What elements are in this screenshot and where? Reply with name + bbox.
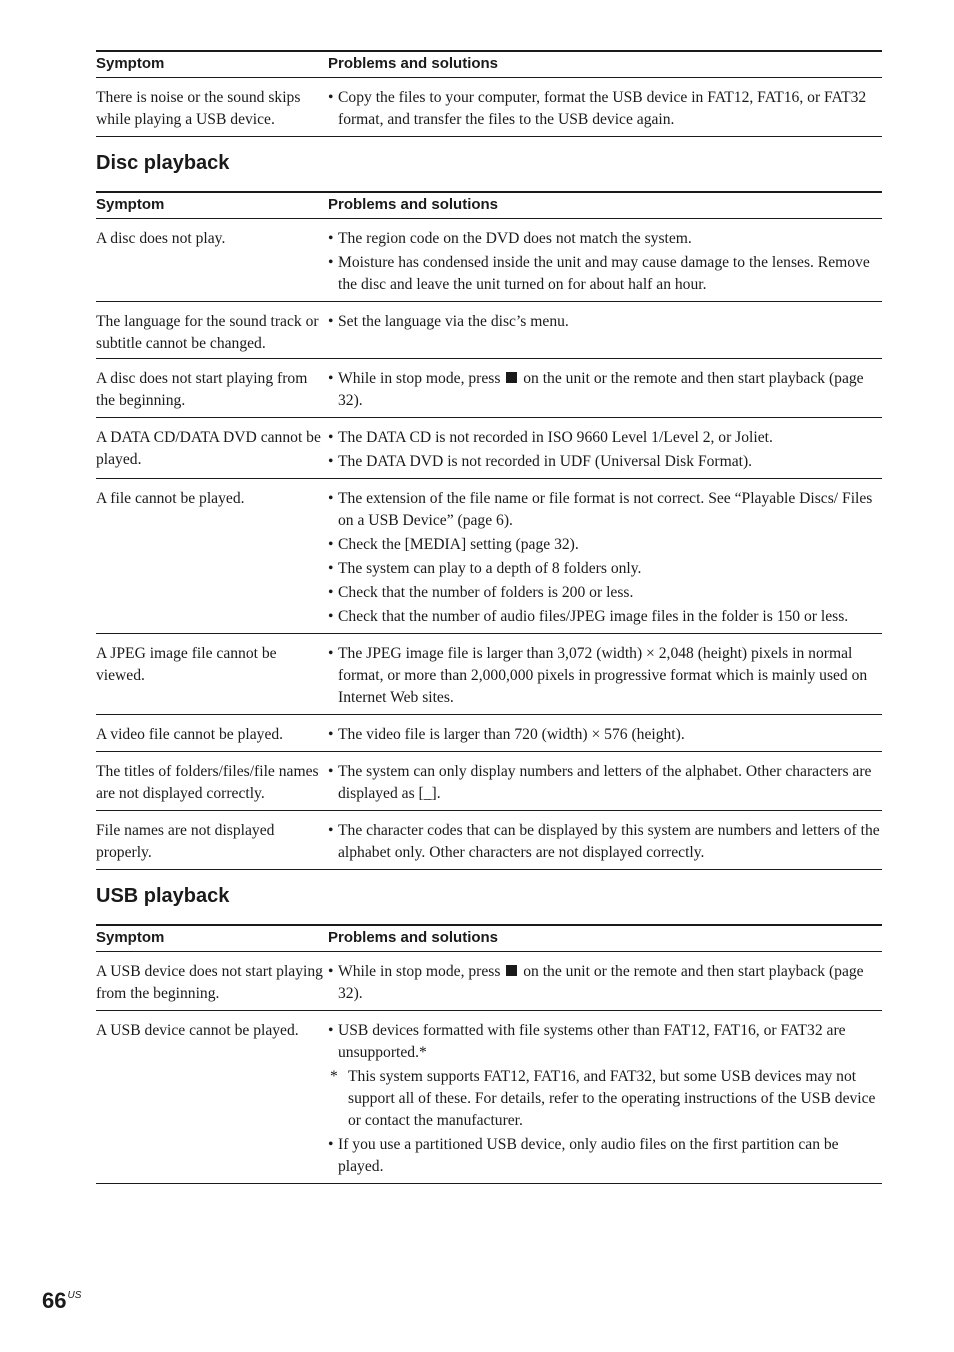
solutions-cell — [328, 811, 882, 870]
solution-item: • The JPEG image file is larger than 3,072 (width) × 2,048 (height) pixels in normal format, or more than 2,000,000 pixels in progressive format which is mainly used on Internet Web sites. — [328, 643, 882, 709]
solutions-cell — [328, 302, 882, 359]
symptom-cell: The titles of folders/files/file names are not displayed correctly. — [96, 752, 328, 811]
symptom-cell: A disc does not play. — [96, 219, 328, 302]
solution-item — [328, 368, 882, 412]
solution-item: • Check that the number of audio files/JPEG image files in the folder is 150 or less. — [328, 606, 882, 628]
solution-item: • Check the [MEDIA] setting (page 32). — [328, 534, 882, 556]
page-number-value: 66 — [42, 1288, 67, 1313]
table-header-row — [96, 925, 882, 952]
footnote-item: * This system supports FAT12, FAT16, and FAT32, but some USB devices may not support all of these. For details, refer to the operating instructions of the USB device or contact the manufacturer. — [328, 1066, 882, 1132]
page-content — [96, 50, 882, 1184]
section-title-disc-playback: Disc playback — [96, 152, 230, 174]
solution-text: on the unit or the remote and then start playback (page 32). — [338, 963, 864, 1002]
solution-item: • Check that the number of folders is 200 or less. — [328, 582, 882, 604]
symptom-header: Symptom — [96, 925, 328, 952]
solutions-cell — [328, 952, 882, 1011]
table-row — [96, 715, 882, 752]
solutions-header: Problems and solutions — [328, 192, 882, 219]
table-row — [96, 418, 882, 479]
solutions-cell — [328, 418, 882, 479]
solutions-cell — [328, 1011, 882, 1184]
solutions-cell — [328, 219, 882, 302]
solution-item: • The extension of the file name or file format is not correct. See “Playable Discs/ Files on a USB Device” (page 6). — [328, 488, 882, 532]
table-row — [96, 811, 882, 870]
solution-text: While in stop mode, press — [338, 963, 501, 980]
troubleshooting-table-top — [96, 50, 882, 137]
symptom-cell: A DATA CD/DATA DVD cannot be played. — [96, 418, 328, 479]
table-row — [96, 219, 882, 302]
symptom-cell: A JPEG image file cannot be viewed. — [96, 634, 328, 715]
table-header-row — [96, 192, 882, 219]
section-title-usb-playback: USB playback — [96, 885, 230, 907]
solution-item: • Copy the files to your computer, format the USB device in FAT12, FAT16, or FAT32 format, and transfer the files to the USB device again. — [328, 87, 882, 131]
stop-icon — [506, 372, 517, 383]
troubleshooting-table-disc — [96, 191, 882, 870]
solutions-cell — [328, 634, 882, 715]
solution-text: on the unit or the remote and then start playback (page 32). — [338, 370, 864, 409]
troubleshooting-table-usb — [96, 924, 882, 1184]
table-row — [96, 302, 882, 359]
solution-item: • The system can only display numbers and letters of the alphabet. Other characters are displayed as [_]. — [328, 761, 882, 805]
table-header-row — [96, 51, 882, 78]
page-number — [42, 1282, 81, 1315]
symptom-cell: A file cannot be played. — [96, 479, 328, 634]
symptom-cell: The language for the sound track or subtitle cannot be changed. — [96, 302, 328, 359]
solutions-header: Problems and solutions — [328, 925, 882, 952]
symptom-cell: A video file cannot be played. — [96, 715, 328, 752]
solution-item: • The system can play to a depth of 8 folders only. — [328, 558, 882, 580]
solution-item: • Moisture has condensed inside the unit and may cause damage to the lenses. Remove the disc and leave the unit turned on for about half an hour. — [328, 252, 882, 296]
solution-text: While in stop mode, press — [338, 370, 501, 387]
symptom-cell: There is noise or the sound skips while playing a USB device. — [96, 78, 328, 137]
table-row — [96, 479, 882, 634]
stop-icon — [506, 965, 517, 976]
table-row — [96, 78, 882, 137]
solution-item — [328, 961, 882, 1005]
solutions-cell — [328, 715, 882, 752]
region-code: US — [67, 1290, 82, 1301]
solutions-cell — [328, 752, 882, 811]
symptom-header: Symptom — [96, 192, 328, 219]
symptom-cell: File names are not displayed properly. — [96, 811, 328, 870]
table-row — [96, 1011, 882, 1184]
solutions-cell — [328, 479, 882, 634]
symptom-cell: A disc does not start playing from the beginning. — [96, 359, 328, 418]
solutions-cell — [328, 78, 882, 137]
solutions-header: Problems and solutions — [328, 51, 882, 78]
solution-item: • The DATA CD is not recorded in ISO 9660 Level 1/Level 2, or Joliet. — [328, 427, 882, 449]
symptom-header: Symptom — [96, 51, 328, 78]
solution-item: • If you use a partitioned USB device, only audio files on the first partition can be played. — [328, 1134, 882, 1178]
solution-item: • USB devices formatted with file systems other than FAT12, FAT16, or FAT32 are unsupported.* — [328, 1020, 882, 1064]
solution-item: • The character codes that can be displayed by this system are numbers and letters of the alphabet only. Other characters are not displayed correctly. — [328, 820, 882, 864]
solution-item: • The DATA DVD is not recorded in UDF (Universal Disk Format). — [328, 451, 882, 473]
symptom-cell: A USB device does not start playing from the beginning. — [96, 952, 328, 1011]
table-row — [96, 634, 882, 715]
table-row — [96, 359, 882, 418]
table-row — [96, 952, 882, 1011]
symptom-cell: A USB device cannot be played. — [96, 1011, 328, 1184]
solution-item: • The video file is larger than 720 (width) × 576 (height). — [328, 724, 882, 746]
solution-item: • The region code on the DVD does not match the system. — [328, 228, 882, 250]
solutions-cell — [328, 359, 882, 418]
solution-item: • Set the language via the disc’s menu. — [328, 311, 882, 333]
table-row — [96, 752, 882, 811]
